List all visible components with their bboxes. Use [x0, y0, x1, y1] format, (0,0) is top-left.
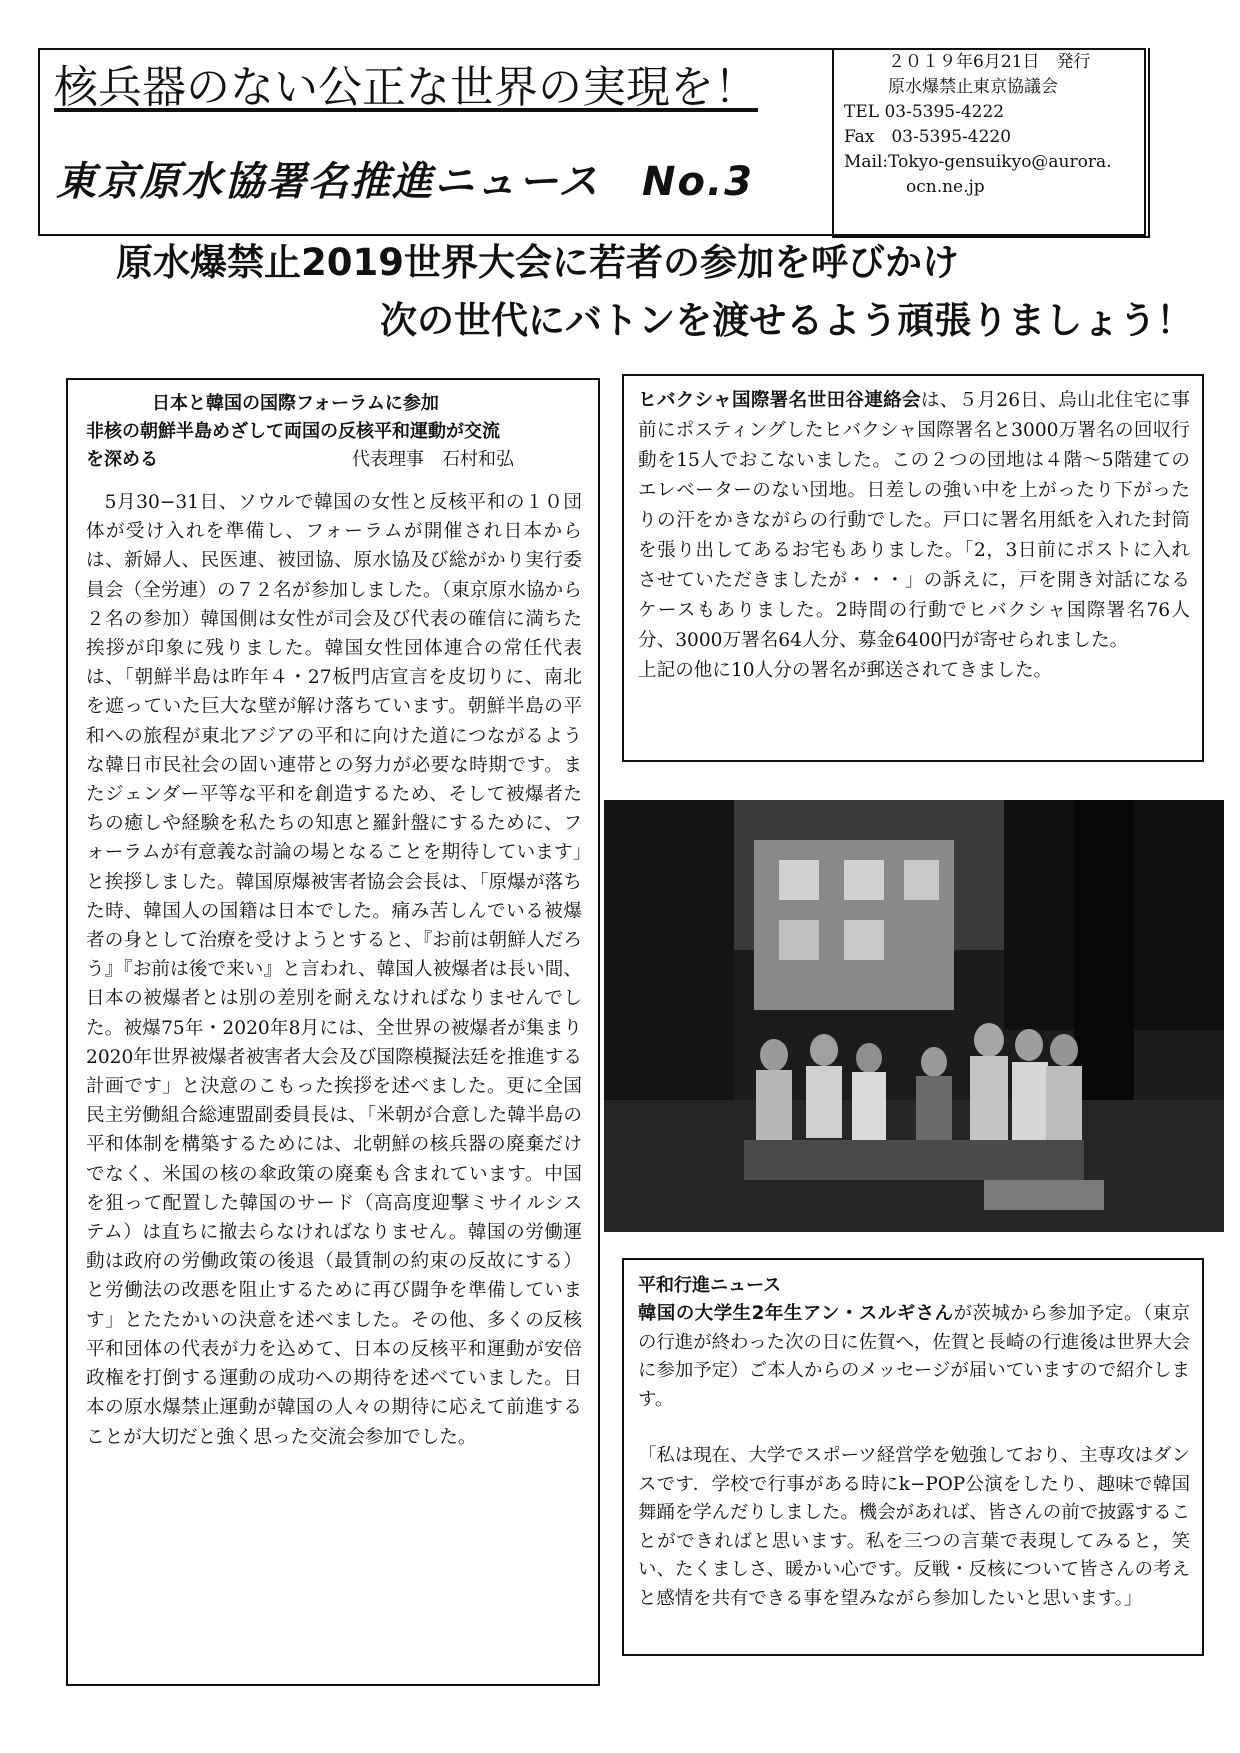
- article-body: 5月30−31日、ソウルで韓国の女性と反核平和の１０団体が受け入れを準備し、フォーラムが開催され日本からは、新婦人、民医連、被団協、原水協及び総がかり実行委員会（全労連）の７２名が参加しました。（東京原水協から２名の参加）韓国側は女性が司会及び代表の確信に満ちた挨拶が印象に残りました。韓国女性団体連合の常任代表は、「朝鮮半島は昨年４・27板門店宣言を皮切りに、南北を遮っていた巨大な壁が解け落ちています。朝鮮半島の平和への旅程が東北アジアの平和に向けた道につながるような韓日市民社会の固い連帯との努力が必要な時期です。またジェンダー平等な平和を創造するため、そして被爆者たちの癒しや経験を私たちの知恵と羅針盤にするために、フォーラムが有意義な討論の場となることを期待しています」と挨拶しました。韓国原爆被害者協会会長は、「原爆が落ちた時、韓国人の国籍は日本でした。痛み苦しんでいる被爆者の身として治療を受けようとすると、『お前は朝鮮人だろう』『お前は後で来い』と言われ、韓国人被爆者は長い間、日本の被爆者とは別の差別を耐えなければなりませんでした。被爆75年・2020年8月には、全世界の被爆者が集まり2020年世界被爆者被害者大会及び国際模擬法廷を推進する計画です」と決意のこもった挨拶を述べました。更に全国民主労働組合総連盟副委員長は、「米朝が合意した韓半島の平和体制を構築するためには、北朝鮮の核兵器の廃棄だけでなく、米国の核の傘政策の廃棄も含まれています。中国を狙って配置した韓国のサード（高高度迎撃ミサイルシステム）は直ちに撤去らなければなりません。韓国の労働運動は政府の労働政策の後退（最賃制の約束の反故にする）と労働法の改悪を阻止するために再び闘争を準備しています」とたたかいの決意を述べました。その他、多くの反核平和団体の代表が力を込めて、日本の反核平和運動が安倍政権を打倒する運動の成功への期待を述べていました。日本の原水爆禁止運動が韓国の人々の期待に応えて前進することが大切だと強く思った交流会参加でした。: [86, 492, 582, 1448]
- student-message: 「私は現在、大学でスポーツ経営学を勉強しており、主専攻はダンスです．学校で行事がある時にk−POP公演をしたり、趣味で韓国舞踊を学んだりしました。機会があれば、皆さんの前で披露することができればと思います。私を三つの言葉で表現してみると，笑い、たくましさ、暖かい心です。反戦・反核について皆さんの考えと感情を共有できる事を望みながら参加したいと思います。」: [638, 1445, 1190, 1609]
- publisher-tel: TEL 03-5395-4222: [844, 102, 1005, 122]
- article-title-line-2: 非核の朝鮮半島めざして両国の反核平和運動が交流: [86, 421, 500, 442]
- publisher-fax: Fax 03-5395-4220: [844, 127, 1012, 147]
- group-photo: [604, 800, 1224, 1232]
- article-title-line-1: 日本と韓国の国際フォーラムに参加: [152, 393, 439, 414]
- publisher-info: [832, 48, 1150, 238]
- publisher-mail-continued: ocn.ne.jp: [906, 177, 985, 197]
- article-author: 代表理事 石村和弘: [352, 449, 514, 470]
- peace-march-title: 平和行進ニュース: [638, 1275, 782, 1296]
- group-photo-image: [604, 800, 1224, 1232]
- forum-article: [66, 378, 600, 1686]
- setagaya-article-lead: ヒバクシャ国際署名世田谷連絡会: [638, 390, 921, 411]
- masthead: [38, 48, 1146, 236]
- newsletter-title: 東京原水協署名推進ニュース No.3: [56, 159, 754, 205]
- peace-march-lead: 韓国の大学生2年生アン・スルギさん: [638, 1303, 954, 1324]
- publisher-mail: Mail:Tokyo-gensuikyo@aurora.: [844, 152, 1112, 172]
- peace-march-text: が茨城から参加予定。（東京の行進が終わった次の日に佐賀へ，佐賀と長崎の行進後は世界大会に参加予定）ご本人からのメッセージが届いていますので紹介します。: [638, 1303, 1190, 1410]
- masthead-slogan: 核兵器のない公正な世界の実現を！: [54, 62, 758, 113]
- headline-line-1: 原水爆禁止2019世界大会に若者の参加を呼びかけ: [116, 241, 959, 284]
- setagaya-article: [622, 374, 1204, 762]
- peace-march-article: [622, 1258, 1204, 1656]
- peace-march-body: [638, 1300, 1190, 1414]
- article-title-line-3: を深める: [86, 449, 158, 470]
- setagaya-article-body: [638, 386, 1190, 656]
- setagaya-article-note: 上記の他に10人分の署名が郵送されてきました。: [638, 660, 1053, 681]
- setagaya-article-text: は、５月26日、烏山北住宅に事前にポスティングしたヒバクシャ国際署名と3000万署名の回収行動を15人でおこないました。この２つの団地は４階〜5階建てのエレベーターのない団地。日差しの強い中を上がったり下がったりの汗をかきながらの行動でした。戸口に署名用紙を入れた封筒を張り出してあるお宅もありました。「2，3日前にポストに入れさせていただきましたが・・・」の訴えに，戸を開き対話になるケースもありました。2時間の行動でヒバクシャ国際署名76人分、3000万署名64人分、募金6400円が寄せられました。: [638, 390, 1190, 651]
- issue-date: ２０１９年6月21日 発行: [888, 52, 1091, 72]
- article-title-row-3: [86, 446, 582, 474]
- headline-line-2: 次の世代にバトンを渡せるよう頑張りましょう！: [380, 299, 1194, 342]
- publisher-name: 原水爆禁止東京協議会: [888, 77, 1058, 97]
